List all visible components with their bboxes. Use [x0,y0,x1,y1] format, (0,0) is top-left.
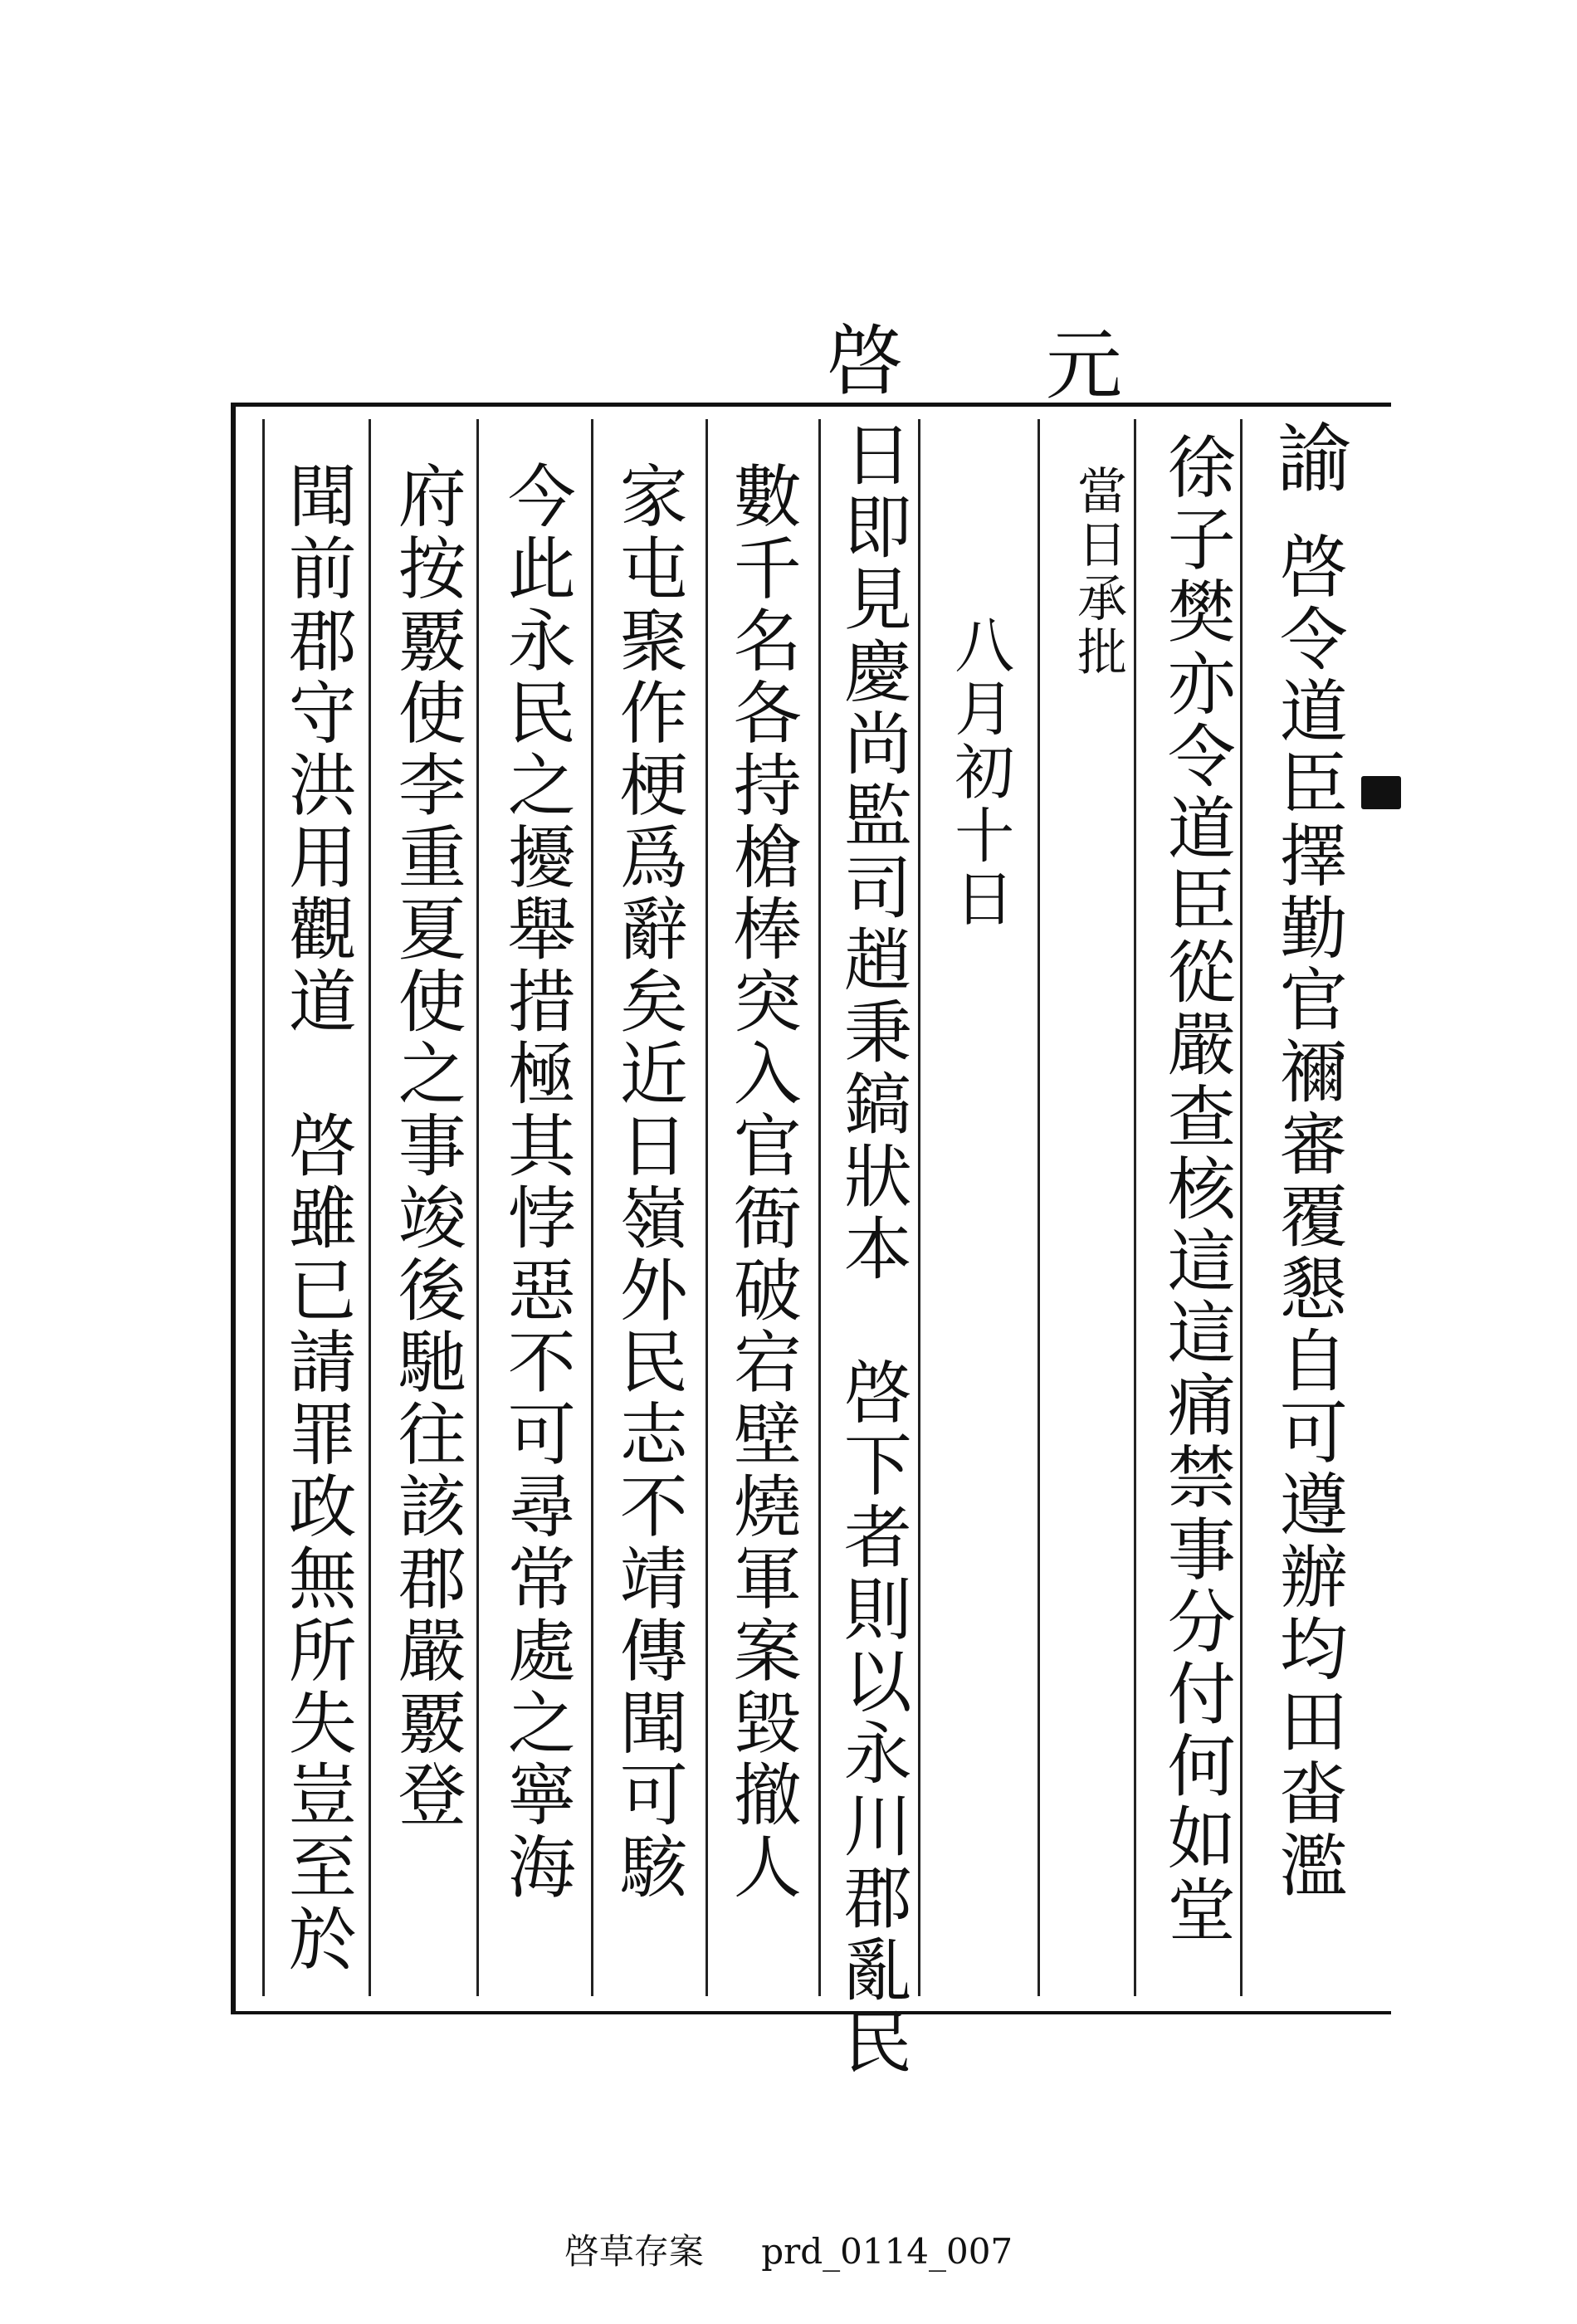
column-rule [1240,419,1243,1996]
column-rule [369,419,371,1996]
header-char-left: 啓 [827,317,904,406]
text-column-3: 徐子樊亦令道臣從嚴查核這這痛禁事分付何如堂 [1156,432,1236,1947]
column-rule [918,419,920,1996]
text-column-6: 日即見慶尚監司趙秉鎬狀本 啓下者則以永川郡亂民 [832,419,912,2079]
footer-title: 啓草存案 [564,2231,704,2272]
text-column-approval: 當日承批 [1069,465,1127,681]
column-rule [476,419,479,1996]
column-rule [818,419,821,1996]
footer-code: prd_0114_007 [761,2231,1013,2272]
header-char-right: 元 [1046,321,1123,410]
column-rule [1134,419,1136,1996]
text-column-8: 家屯聚作梗爲辭矣近日嶺外民志不靖傳聞可駭 [608,461,688,1904]
column-rule [706,419,708,1996]
text-column-10: 府按覈使李重夏使之事竣後馳往該郡嚴覈登 [387,461,466,1832]
text-column-2: 啓令道臣擇勤官禰審覆懇自可遵辦均田畓濫 [1268,531,1348,1902]
column-rule [591,419,593,1996]
column-rule [1038,419,1040,1996]
text-column-11: 聞前郡守洪用觀道 啓雖已請罪政無所失豈至於 [277,461,357,1976]
column-rule [262,419,265,1996]
text-column-7: 數千名各持槍棒突入官衙破宕壁燒軍案毀撤人 [722,461,802,1904]
text-column-9: 今此永民之擾舉措極其悖惡不可尋常處之寧海 [496,461,576,1904]
page-footer [0,2224,1577,2274]
text-column-1: 諭 [1264,419,1351,499]
text-column-date: 八月初十日 [945,614,1015,931]
margin-mark [1361,776,1401,809]
